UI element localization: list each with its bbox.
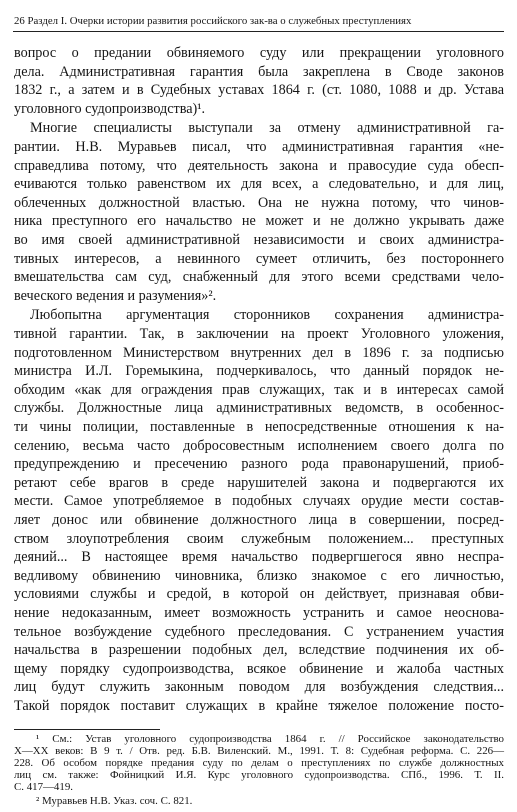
text-line: ведливому обвинению чиновника, близко знакомое с его личностью, [14, 567, 504, 584]
text-line: подготовленном Министерством внутренних дел в 1896 г. за подписью [14, 344, 504, 361]
text-line: ством злоупотребления своим служебным положением... преступных [14, 530, 504, 547]
header-rule [13, 31, 504, 32]
text-line: вопрос о предании обвиняемого суду или прекращении уголовного [14, 45, 504, 61]
running-header: 26 Раздел I. Очерки истории развития российского зак-ва о служебных преступлениях [14, 15, 412, 27]
text-line: дела. Административная гарантия была закреплена в Своде законов [14, 63, 504, 80]
text-line: селению, весьма часто добросовестным исполнением своего долга по [14, 437, 504, 454]
text-line: мести. Самое употребляемое в подобных случаях орудие мести состав- [14, 493, 504, 510]
text-line: предупреждению и пресечению разного рода правонарушений, приоб- [14, 456, 504, 473]
footnote-line: 228. Об особом порядке предания суду по делам о преступлениях по службе должностных [14, 757, 504, 769]
text-line: условиями службы и средой, в которой он действует, признавая обви- [14, 586, 504, 603]
text-line: Многие специалисты выступали за отмену административной га- [30, 120, 504, 137]
text-line: службы. Должностные лица административных ведомств, в особеннос- [14, 400, 504, 417]
text-line: Такой порядок поставит служащих в крайне тяжелое положение посто- [14, 698, 504, 714]
text-line: ника преступного его начальство не может и не должно укрывать даже [14, 213, 504, 230]
text-line: нение недоказанным, имеет возможность устранить и самое неоснова- [14, 605, 504, 621]
text-line: лиц будут служить законным поводом для возбуждения следствия... [14, 679, 504, 696]
text-line: во имя своей административной независимости и своих администра- [14, 232, 504, 248]
text-line: вмешательства сам суд, снабженный для этого всеми средствами чело- [14, 269, 504, 286]
footnote-line: X—XX веков: В 9 т. / Отв. ред. Б.В. Виленский. М., 1991. Т. 8: Судебная реформа. С. 226— [14, 745, 504, 757]
text-line: рантии. Н.В. Муравьев писал, что административная гарантия «не- [14, 139, 504, 155]
text-line: тивных интересов, а невинного сумеет отличить, без постороннего [14, 250, 504, 267]
footnote-line: С. 417—419. [14, 781, 73, 793]
footnote-line: лиц см. также: Фойницкий И.Я. Курс уголовного судопроизводства. СПб., 1996. Т. II. [14, 769, 504, 781]
text-line: щему порядку судопроизводства, всякое обвинение и жалоба частных [14, 660, 504, 677]
text-line: начальства в разрешении подобных дел, вследствие подчинения их об- [14, 642, 504, 659]
text-line: тельное возбуждение судебного преследования. С устранением участия [14, 623, 504, 640]
text-line: министра И.Л. Горемыкина, подчеркивалось, что данный порядок не- [14, 363, 504, 380]
text-line: 1832 г., а затем и в Судебных уставах 1864 г. (ст. 1080, 1088 и др. Устава [14, 82, 504, 99]
footnote-line: ² Муравьев Н.В. Указ. соч. С. 821. [36, 795, 193, 807]
footnote-rule [14, 729, 160, 730]
text-line: обходим «как для ограждения прав служащих, так и в интересах самой [14, 381, 504, 398]
text-line: ретают себе врагов в среде нарушителей закона и подвергаются их [14, 474, 504, 491]
text-line: ляет донос или обвинение должностного лица в совершении, посред- [14, 512, 504, 528]
text-line: Любопытна аргументация сторонников сохранения администра- [30, 307, 504, 324]
text-line: справедлива потому, что деятельность закона и правосудие суда обесп- [14, 157, 504, 174]
text-line: уголовного судопроизводства)¹. [14, 100, 206, 117]
text-line: ти чины полиции, поставленные в непосредственные отношения к на- [14, 419, 504, 435]
text-line: веческого ведения и разумения»². [14, 287, 217, 304]
footnote-line: ¹ См.: Устав уголовного судопроизводства 1864 г. // Российское законодательство [36, 733, 504, 745]
text-line: облеченных должностной властью. Она не нужна потому, что чинов- [14, 194, 504, 211]
text-line: ечиваются только равенством их для всех, а следовательно, и для лиц, [14, 176, 504, 193]
text-line: деяний... В настоящее время начальство подвергшегося явно неспра- [14, 549, 504, 566]
text-line: тивной гарантии. Так, в заключении на проект Уголовного уложения, [14, 326, 504, 342]
